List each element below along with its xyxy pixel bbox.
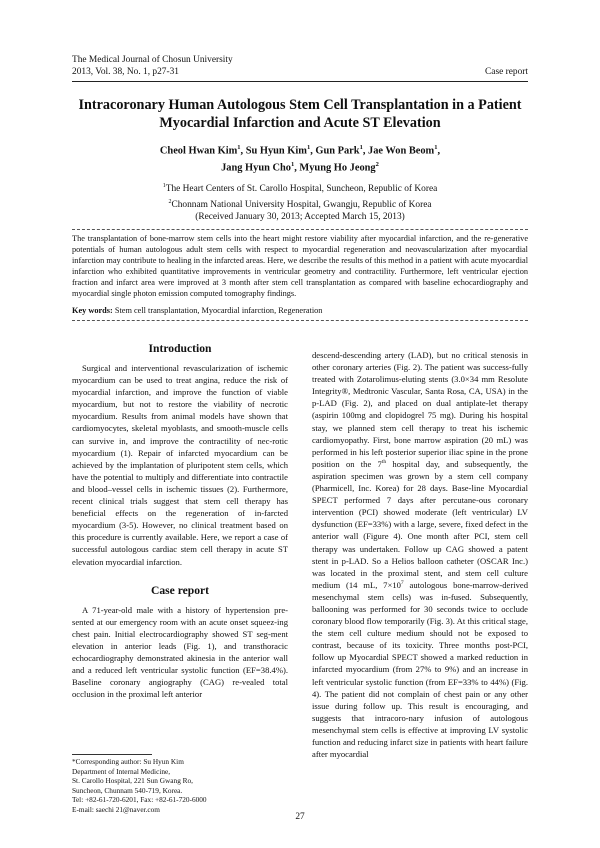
affiliation-marker: 2	[168, 199, 172, 206]
header-rule	[72, 81, 528, 82]
received-dates: (Received January 30, 2013; Accepted March 15, 2013)	[195, 212, 405, 222]
article-title: Intracoronary Human Autologous Stem Cell Transplantation in a Patient Myocardial Infarction and Acute ST Elevation	[78, 97, 522, 131]
journal-header	[72, 54, 233, 78]
section-heading-introduction: Introduction	[148, 342, 212, 355]
abstract-bottom-divider	[72, 320, 528, 321]
keywords-label: Key words:	[72, 306, 113, 315]
text-run: autologous bone-marrow-derived mesenchymal stem cells) was in-fused. Subsequently, ballooning was performed for 30 seconds twice to occlude coronary blood flow temporarily (Fig. 3). At this critical stage, the stem cell culture medium should not be exposed to contrast, because of its toxicity. Three months post-PCI, follow up Myocardial SPECT showed a marked reduction in infarcted myocardium (from 27% to 9%) and an increase in left ventricular systolic function (from EF=33% to 44%) (Fig. 4). The patient did not complain of chest pain or any other issue during follow up. This result is encouraging, and suggests that intracoro-nary infusion of autologous mesenchymal stem cells is effective at improving LV systolic function and reducing infarct size in patients with heart failure after myocardial	[312, 579, 529, 760]
author-name: Cheol Hwan Kim	[159, 145, 238, 157]
author-list	[90, 141, 510, 175]
footnote-line: St. Carollo Hospital, 221 Sun Gwang Ro,	[72, 776, 194, 786]
author-affiliation-marker: 1	[434, 144, 438, 151]
right-column	[312, 349, 528, 760]
affiliation-marker: 1	[162, 183, 166, 189]
footnote-line: Suncheon, Chunnam 540-719, Korea.	[72, 785, 183, 795]
author-line-1: Cheol Hwan Kim$^1$, Su Hyun Kim$^1$, Gun Park$^1$, Jae Won Beom$^1$,	[159, 144, 441, 157]
case-report-continued	[312, 349, 528, 760]
superscript: th	[381, 458, 387, 465]
corresponding-author-footnote	[72, 757, 288, 815]
author-affiliation-marker: 1	[306, 144, 311, 151]
journal-volume: 2013, Vol. 38, No. 1, p27-31	[72, 67, 179, 77]
footnote-rule	[72, 754, 152, 755]
author-line-2: Jang Hyun Cho$^1$, Myung Ho Jeong$^2$	[221, 160, 379, 174]
author-name: Jang Hyun Cho	[221, 162, 291, 174]
introduction-paragraph: Surgical and interventional revascularization of ischemic myocardium can be used to treat angina, reduce the risk of myocardial infarction, and improve the function of viable myocardium, but not to restore the viability of necrotic myocardium. Results from animal models have shown that cardiomyocytes, skeletal myoblasts, and smooth-muscle cells can survive in, and improve the contractility of nec-rotic myocardium (1). Repair of infarcted myocardium can be achieved by the implantation of pluripotent stem cells, which have the potential to multiply and differentiate into contractile and blood–vessel cells in ischemic tissues (2). Furthermore, recent clinical trials suggest that stem cell therapy has beneficial effects on the regeneration of in-farcted myocardium (3-5). However, no clinical treatment based on this procedure is currently available. Here, we report a case of successful autologous cardiac stem cell therapy in acute ST elevation myocardial infarction.	[72, 363, 288, 567]
text-run: descend-descending artery (LAD), but no critical stenosis in other coronary arteries (Fig. 2). The patient was success-fully treated with Zotarolimus-eluting stents (3.0×34 mm Resolute Integrity®, Medtronic Vascular, Santa Rosa, CA, USA) in the p-LAD (Fig. 2), and placed on dual antiplate-let therapy (aspirin 100mg and clopidogrel 75 mg). During his hospital stay, we planned stem cell therapy to treat his ischemic cardiomyopathy. First, bone marrow aspiration (20 mL) was performed in his left posterior superior iliac spine in the prone position on the 7	[312, 350, 528, 469]
author-affiliation-marker: 1	[359, 144, 363, 151]
case-report-paragraph: A 71-year-old male with a history of hypertension pre-sented at our emergency room with an acute onset squeez-ing chest pain. Initial electrocardiography showed ST seg-ment elevation in anterior leads (Fig. 1), and transthoracic echocardiography demonstrated akinesia in the anterior wall and a reduced left ventricular systolic function (EF=38.4%). Baseline coronary angiography (CAG) re-vealed total occlusion in the proximal left anterior	[72, 604, 288, 700]
affiliations	[90, 180, 510, 212]
footnote-line: *Corresponding author: Su Hyun Kim	[72, 757, 184, 766]
text-run: hospital day, and subsequently, the aspiration specimen was grown by a stem cell company (Pharmicell, Inc. Korea) for 28 days. Base-line Myocardial SPECT performed 7 days after percutane-ous coronary intervention (PCI) showed moderate (left ventricular) LV dysfunction (EF=33%) with a large, severe, fixed defect in the anterior wall (Figure 4). One month after PCI, stem cell therapy was undertaken. Follow up CAG showed a patent stent in p-LAD. So a Helios balloon catheter (OSCAR Inc.) was located in the proximal stent, and stem cell culture medium (14 mL, 7×10	[312, 458, 528, 590]
affiliation-text: The Heart Centers of St. Carollo Hospital, Suncheon, Republic of Korea	[165, 184, 438, 195]
author-name: Su Hyun Kim	[245, 145, 307, 157]
affiliation-text: Chonnam National University Hospital, Gwangju, Republic of Korea	[171, 200, 432, 211]
left-column	[72, 336, 288, 700]
section-heading-case-report: Case report	[150, 583, 210, 597]
superscript: 7	[400, 579, 404, 586]
affiliation-1	[90, 180, 510, 196]
abstract: The transplantation of bone-marrow stem cells into the heart might restore viability after myocardial infarction, and the re-generative potentials of human autologous adult stem cells with respect to myocardial regeneration and neovascularization after myocardial infarction may contribute to healing in the infarcted areas. Here, we describe the results of this method in a patient with acute myocardial infarction who exhibited quantitative improvements in ventricular geometry and contractility. Furthermore, left ventricular ejection fraction and infarct area were improved at 3 month after stem cell transplantation as compared with baseline echocardiography and myocardial single photon emission computed tomography findings.	[72, 234, 528, 298]
author-affiliation-marker: 1	[290, 160, 295, 168]
author-name: Myung Ho Jeong	[299, 162, 376, 174]
affiliation-2	[90, 196, 510, 212]
page-number: 27	[295, 812, 305, 822]
journal-name: The Medical Journal of Chosun University	[72, 55, 233, 65]
keywords-text: Stem cell transplantation, Myocardial infarction, Regeneration	[114, 306, 323, 315]
abstract-top-divider	[72, 229, 528, 230]
author-name: Jae Won Beom	[368, 145, 435, 157]
article-type: Case report	[485, 67, 528, 77]
email-link[interactable]: E-mail: saechi 21@naver.com	[72, 804, 160, 814]
author-affiliation-marker: 1	[237, 144, 241, 151]
footnote-line: Department of Internal Medicine,	[72, 766, 171, 776]
footnote-line: Tel: +82-61-720-6201, Fax: +82-61-720-6000	[72, 795, 207, 805]
author-affiliation-marker: 2	[375, 160, 379, 168]
keywords	[72, 306, 528, 317]
author-name: Gun Park	[315, 145, 360, 157]
